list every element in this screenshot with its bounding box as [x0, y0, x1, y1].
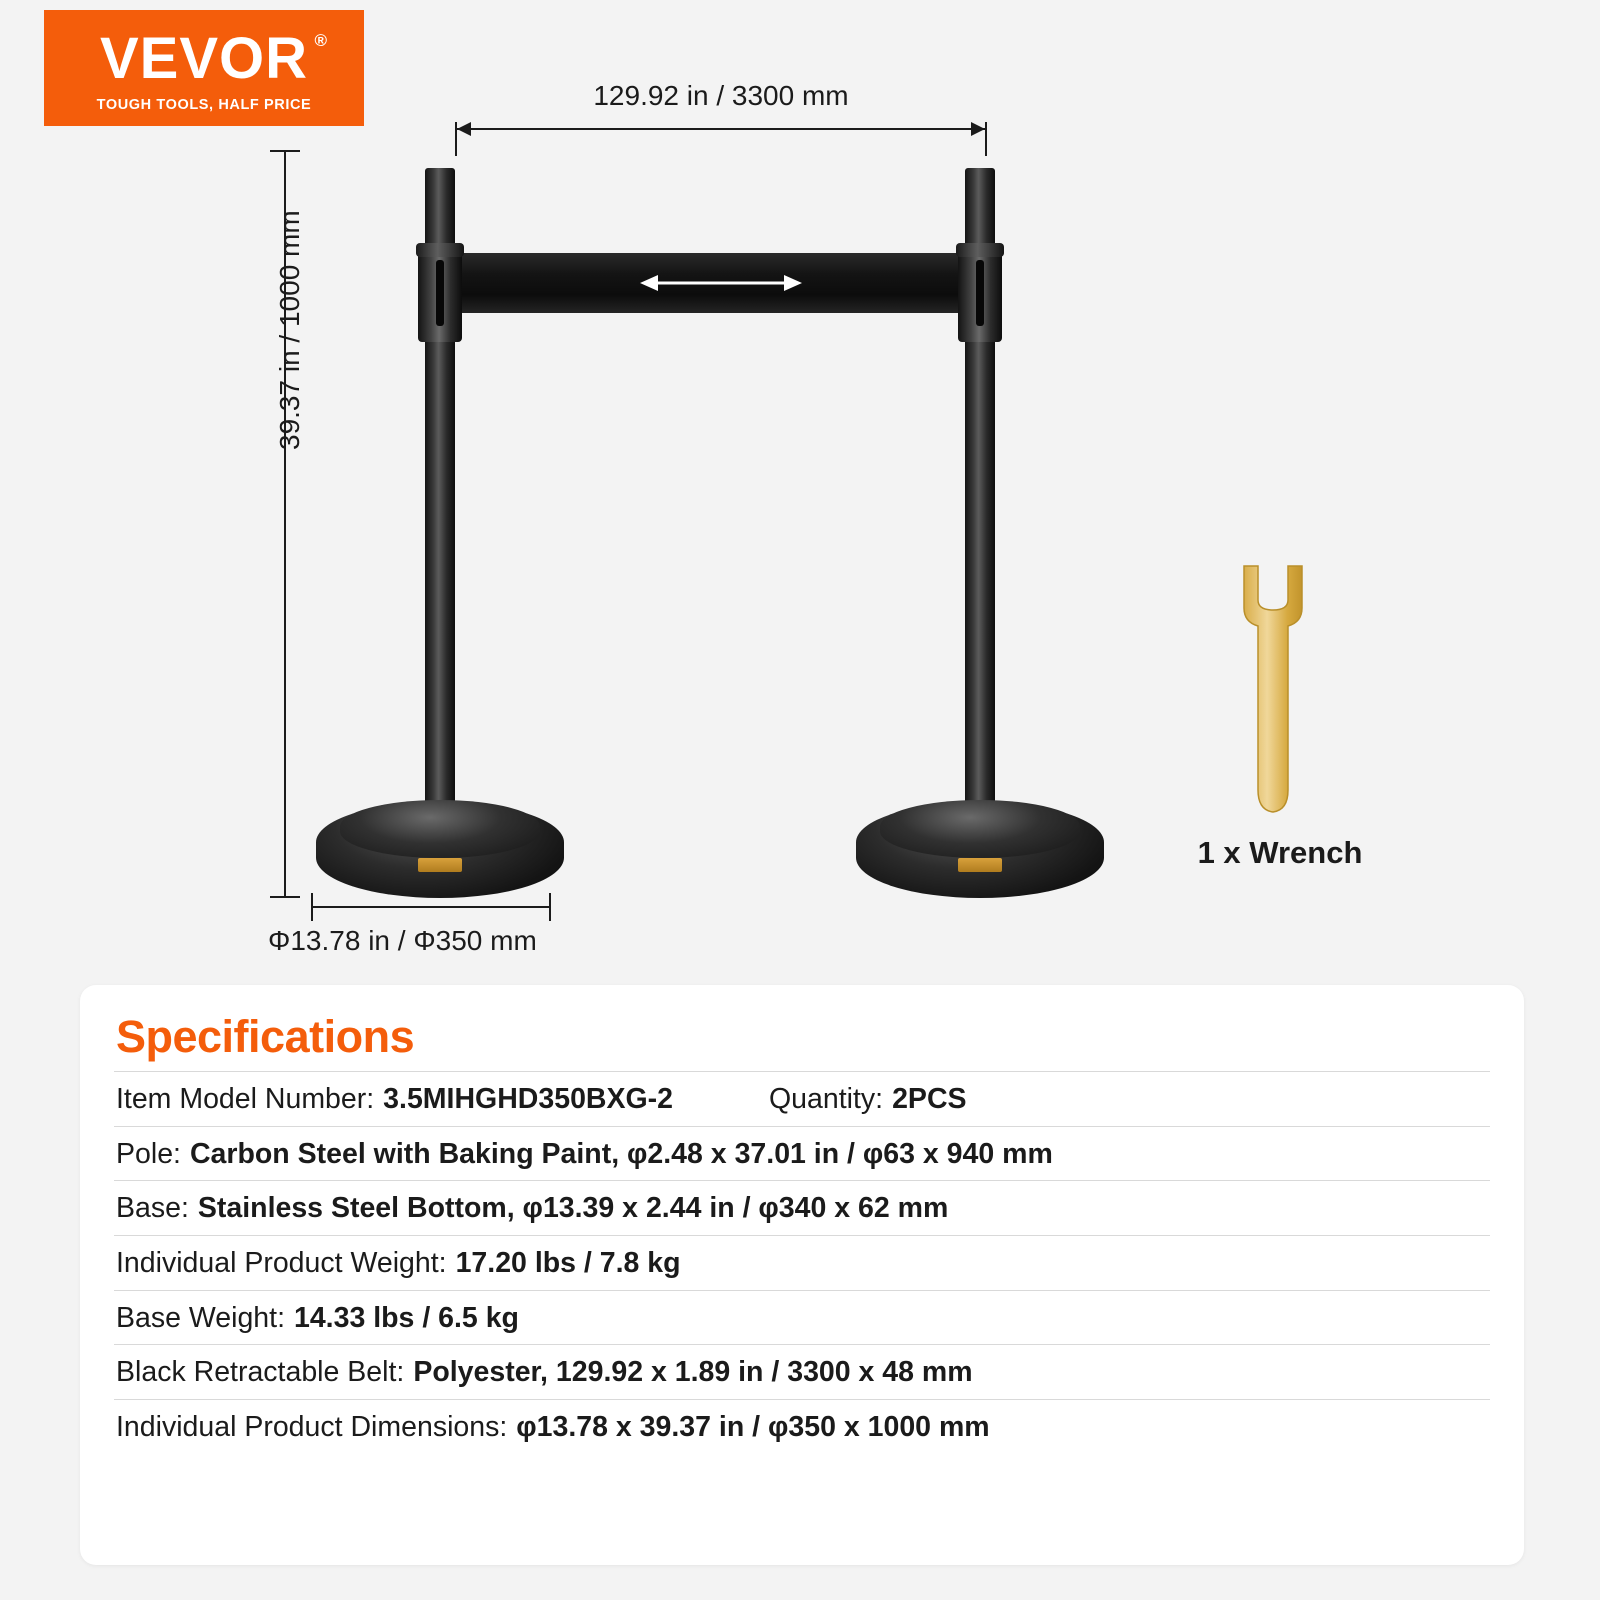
spec-row-dimensions — [114, 1399, 1490, 1454]
base-diameter-label: Φ13.78 in / Φ350 mm — [268, 925, 537, 956]
spec-label-dimensions: Individual Product Dimensions: — [116, 1410, 508, 1443]
spec-row-product-weight — [114, 1235, 1490, 1290]
brand-tagline: TOUGH TOOLS, HALF PRICE — [96, 96, 312, 113]
post-base-top — [340, 800, 540, 858]
post-head-cap — [956, 243, 1004, 257]
double-arrow-icon — [636, 272, 806, 294]
stanchion-post-right — [830, 108, 1130, 898]
post-base-top — [880, 800, 1080, 858]
spec-label-base-weight: Base Weight: — [116, 1301, 285, 1334]
spec-label-belt: Black Retractable Belt: — [116, 1356, 405, 1389]
specifications-card — [80, 985, 1524, 1565]
post-head — [418, 250, 462, 342]
spec-row-model — [114, 1071, 1490, 1126]
spec-label-model: Item Model Number: — [116, 1083, 375, 1115]
spec-label-pole: Pole: — [116, 1137, 181, 1170]
post-head-cap — [416, 243, 464, 257]
base-diameter-line — [311, 906, 551, 908]
spec-label-quantity: Quantity: — [769, 1083, 884, 1115]
spec-value-quantity: 2PCS — [892, 1083, 967, 1115]
height-tick-top — [270, 150, 300, 152]
spec-value-dimensions: φ13.78 x 39.37 in / φ350 x 1000 mm — [516, 1410, 990, 1443]
spec-quantity-group — [769, 1082, 967, 1118]
base-tick-right — [549, 893, 551, 921]
stanchion-post-left — [290, 108, 590, 898]
spec-value-model: 3.5MIHGHD350BXG-2 — [383, 1083, 674, 1115]
spec-label-base: Base: — [116, 1192, 189, 1225]
spec-row-pole — [114, 1126, 1490, 1181]
specifications-title: Specifications — [116, 1011, 415, 1062]
post-belt-slot — [976, 260, 984, 326]
post-base-nameplate — [958, 858, 1002, 872]
brand-name-text: VEVOR — [99, 25, 309, 91]
spec-row-base-weight — [114, 1290, 1490, 1345]
post-head — [958, 250, 1002, 342]
base-tick-left — [311, 893, 313, 921]
post-belt-slot — [436, 260, 444, 326]
width-dimension-label: 129.92 in / 3300 mm — [593, 80, 849, 111]
registered-mark: ® — [314, 30, 329, 50]
spec-label-product-weight: Individual Product Weight: — [116, 1246, 447, 1279]
accessory-label: 1 x Wrench — [1197, 835, 1363, 870]
spec-value-base: Stainless Steel Bottom, φ13.39 x 2.44 in / φ340 x 62 mm — [197, 1192, 949, 1225]
spec-row-belt — [114, 1344, 1490, 1399]
post-base-nameplate — [418, 858, 462, 872]
height-tick-bottom — [270, 896, 300, 898]
height-dimension-label: 39.37 in / 1000 mm — [274, 210, 305, 450]
spec-value-product-weight: 17.20 lbs / 7.8 kg — [455, 1246, 681, 1279]
wrench-icon — [1228, 560, 1318, 820]
spec-value-pole: Carbon Steel with Baking Paint, φ2.48 x 37.01 in / φ63 x 940 mm — [189, 1137, 1053, 1170]
spec-value-base-weight: 14.33 lbs / 6.5 kg — [293, 1301, 519, 1334]
spec-row-base — [114, 1180, 1490, 1235]
spec-value-belt: Polyester, 129.92 x 1.89 in / 3300 x 48 mm — [413, 1356, 973, 1389]
height-dimension-line — [274, 150, 305, 898]
